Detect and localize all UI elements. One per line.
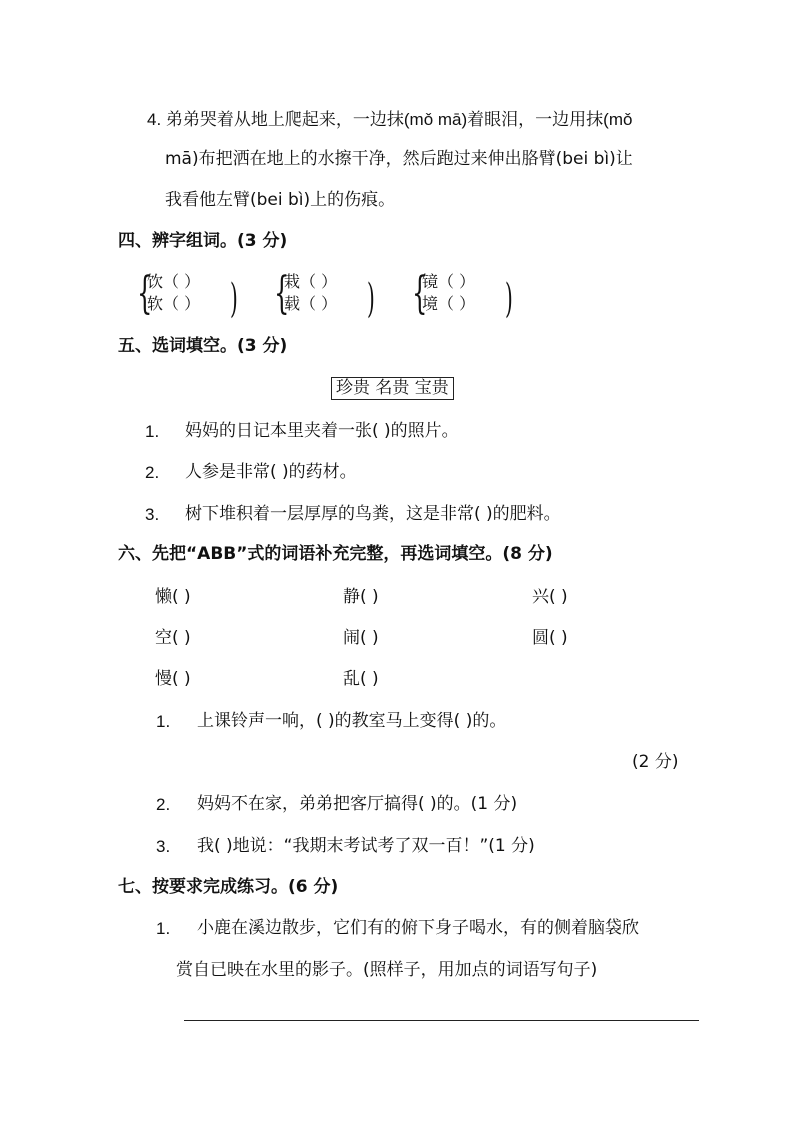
fill-blank-sentence: 妈妈的日记本里夹着一张( )的照片。 — [185, 421, 459, 441]
item-number: 1. — [156, 712, 171, 731]
q4-line-2: mā)布把洒在地上的水擦干净，然后跑过来伸出胳臂(bei bì)让 — [165, 149, 633, 169]
item-number: 3. — [145, 505, 160, 524]
item-number: 1. — [156, 919, 171, 938]
abb-word: 懒( ) — [155, 587, 191, 607]
section-7-title: 七、按要求完成练习。(6 分) — [118, 877, 339, 897]
abb-word: 空( ) — [155, 628, 191, 648]
word-group-1-b: 软（ ） — [147, 294, 201, 313]
exercise-text-line-2: 赏自已映在水里的影子。(照样子，用加点的词语写句子) — [176, 960, 598, 980]
item-number: 3. — [156, 837, 171, 856]
right-paren: ) — [230, 276, 238, 322]
abb-word: 闹( ) — [343, 628, 379, 648]
section-6-title: 六、先把“ABB”式的词语补充完整，再选词填空。(8 分) — [118, 544, 553, 564]
q4-line-1: 4. 弟弟哭着从地上爬起来，一边抹(mǒ mā)着眼泪，一边用抹(mǒ — [147, 110, 633, 129]
fill-blank-sentence: 妈妈不在家，弟弟把客厅搞得( )的。(1 分) — [197, 794, 518, 814]
fill-blank-sentence: 我( )地说：“我期末考试考了双一百！”(1 分) — [197, 836, 535, 856]
abb-word: 乱( ) — [343, 669, 379, 689]
abb-word: 圆( ) — [532, 628, 568, 648]
section-4-title: 四、辨字组词。(3 分) — [118, 231, 288, 251]
left-brace: { — [137, 268, 153, 319]
right-paren: ) — [505, 276, 513, 322]
item-number: 1. — [145, 422, 160, 441]
left-brace: { — [412, 268, 428, 319]
word-group-1-a: 饮（ ） — [147, 272, 201, 291]
fill-blank-sentence: 树下堆积着一层厚厚的鸟粪，这是非常( )的肥料。 — [185, 504, 561, 524]
q4-line-3: 我看他左臂(bei bì)上的伤痕。 — [165, 190, 396, 210]
abb-word: 兴( ) — [532, 587, 568, 607]
fill-blank-sentence: 人参是非常( )的药材。 — [185, 462, 357, 482]
abb-word: 慢( ) — [155, 669, 191, 689]
abb-word: 静( ) — [343, 587, 379, 607]
word-choice-box: 珍贵 名贵 宝贵 — [331, 377, 454, 400]
item-number: 2. — [145, 463, 160, 482]
right-paren: ) — [367, 276, 375, 322]
item-number: 2. — [156, 795, 171, 814]
word-group-2-a: 栽（ ） — [284, 272, 338, 291]
answer-line[interactable] — [184, 1020, 699, 1021]
word-group-3-b: 境（ ） — [422, 294, 476, 313]
section-5-title: 五、选词填空。(3 分) — [118, 336, 288, 356]
score-note: (2 分) — [632, 752, 679, 772]
exercise-text-line-1: 小鹿在溪边散步，它们有的俯下身子喝水，有的侧着脑袋欣 — [197, 918, 639, 938]
word-group-2-b: 载（ ） — [284, 294, 338, 313]
fill-blank-sentence: 上课铃声一响，( )的教室马上变得( )的。 — [197, 711, 507, 731]
word-group-3-a: 镜（ ） — [422, 272, 476, 291]
left-brace: { — [274, 268, 290, 319]
